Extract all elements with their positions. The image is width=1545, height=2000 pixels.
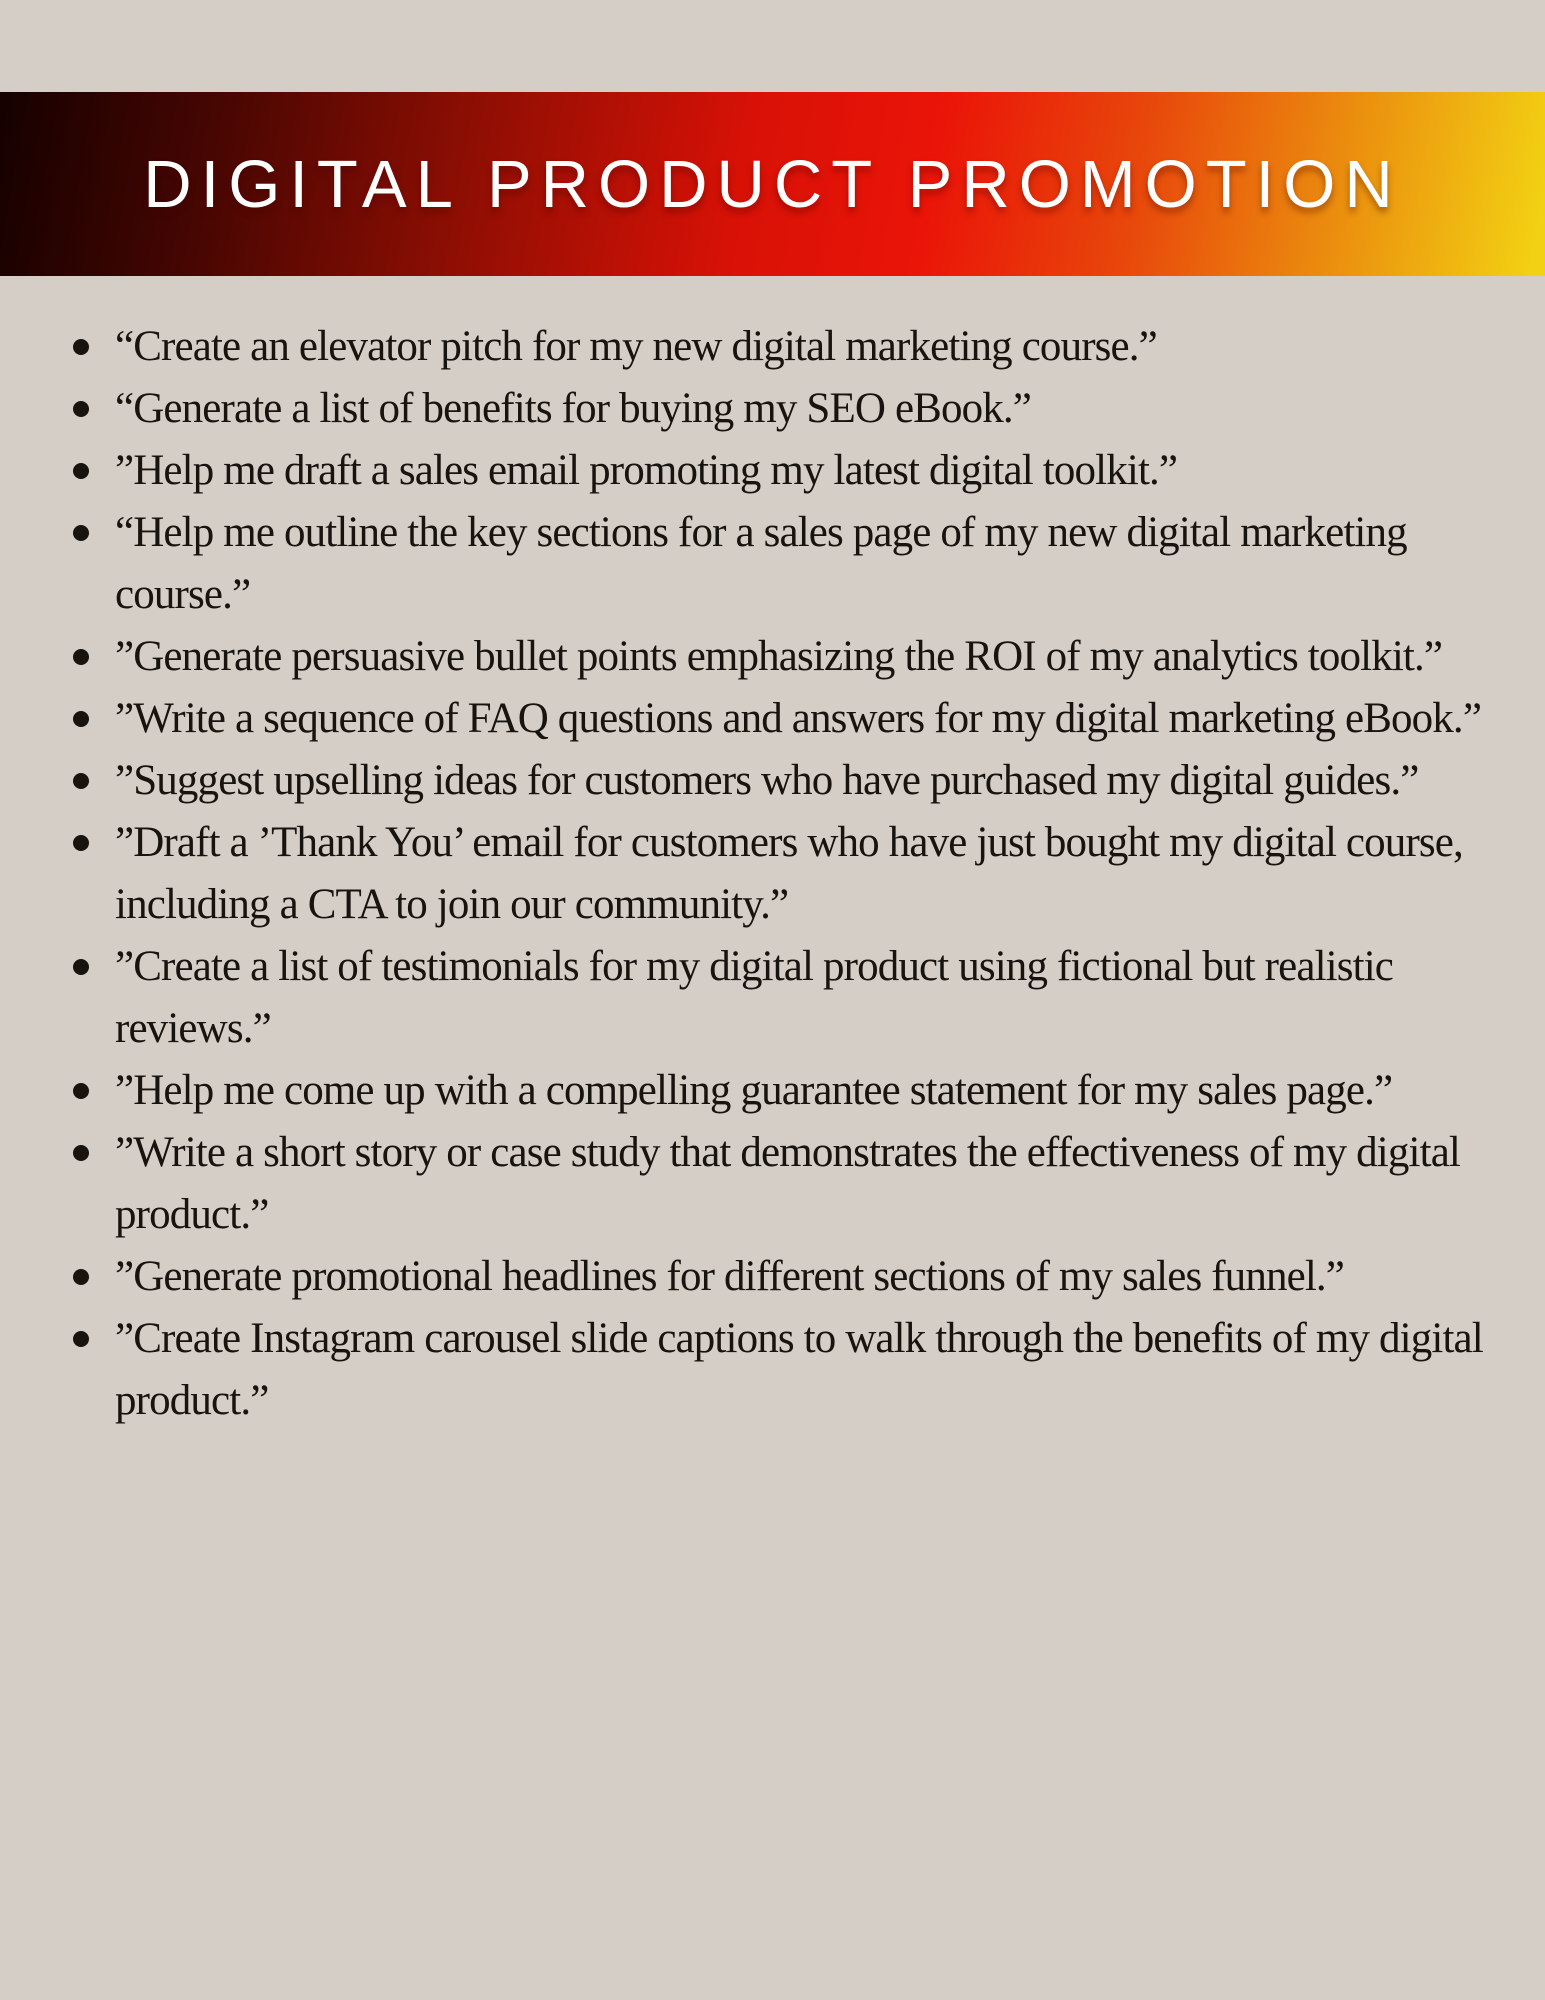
list-item <box>73 812 1497 936</box>
bullet-icon <box>73 835 89 851</box>
page <box>0 92 1545 2000</box>
title-banner <box>0 92 1545 276</box>
bullet-icon <box>73 463 89 479</box>
prompt-text: ”Draft a ’Thank You’ email for customers who have just bought my digital course, including a CTA to join our community.” <box>115 819 1463 928</box>
bullet-icon <box>73 773 89 789</box>
prompt-text: ”Help me draft a sales email promoting my latest digital toolkit.” <box>115 447 1178 494</box>
list-item <box>73 378 1497 440</box>
page-title: DIGITAL PRODUCT PROMOTION <box>143 146 1402 222</box>
bullet-icon <box>73 1331 89 1347</box>
prompt-text: ”Create a list of testimonials for my digital product using fictional but realistic reviews.” <box>115 943 1394 1052</box>
list-item <box>73 1308 1497 1432</box>
prompt-text: ”Generate persuasive bullet points emphasizing the ROI of my analytics toolkit.” <box>115 633 1443 680</box>
list-item <box>73 750 1497 812</box>
list-item <box>73 1246 1497 1308</box>
prompt-text: “Create an elevator pitch for my new digital marketing course.” <box>115 323 1157 370</box>
bullet-icon <box>73 525 89 541</box>
bullet-icon <box>73 1083 89 1099</box>
list-item <box>73 1122 1497 1246</box>
list-item <box>73 502 1497 626</box>
bullet-icon <box>73 711 89 727</box>
prompt-text: ”Write a short story or case study that demonstrates the effectiveness of my digital product.” <box>115 1129 1461 1238</box>
prompt-text: ”Generate promotional headlines for different sections of my sales funnel.” <box>115 1253 1345 1300</box>
prompt-list-section <box>0 316 1545 1432</box>
list-item <box>73 440 1497 502</box>
prompt-text: ”Create Instagram carousel slide captions to walk through the benefits of my digital product.” <box>115 1315 1483 1424</box>
prompt-text: “Help me outline the key sections for a sales page of my new digital marketing course.” <box>115 509 1407 618</box>
prompt-list <box>0 316 1545 1432</box>
bullet-icon <box>73 339 89 355</box>
prompt-text: ”Suggest upselling ideas for customers who have purchased my digital guides.” <box>115 757 1419 804</box>
list-item <box>73 1060 1497 1122</box>
bullet-icon <box>73 1269 89 1285</box>
bullet-icon <box>73 959 89 975</box>
list-item <box>73 688 1497 750</box>
bullet-icon <box>73 401 89 417</box>
prompt-text: “Generate a list of benefits for buying my SEO eBook.” <box>115 385 1032 432</box>
bullet-icon <box>73 1145 89 1161</box>
list-item <box>73 316 1497 378</box>
prompt-text: ”Write a sequence of FAQ questions and answers for my digital marketing eBook.” <box>115 695 1482 742</box>
list-item <box>73 936 1497 1060</box>
list-item <box>73 626 1497 688</box>
bullet-icon <box>73 649 89 665</box>
prompt-text: ”Help me come up with a compelling guarantee statement for my sales page.” <box>115 1067 1393 1114</box>
